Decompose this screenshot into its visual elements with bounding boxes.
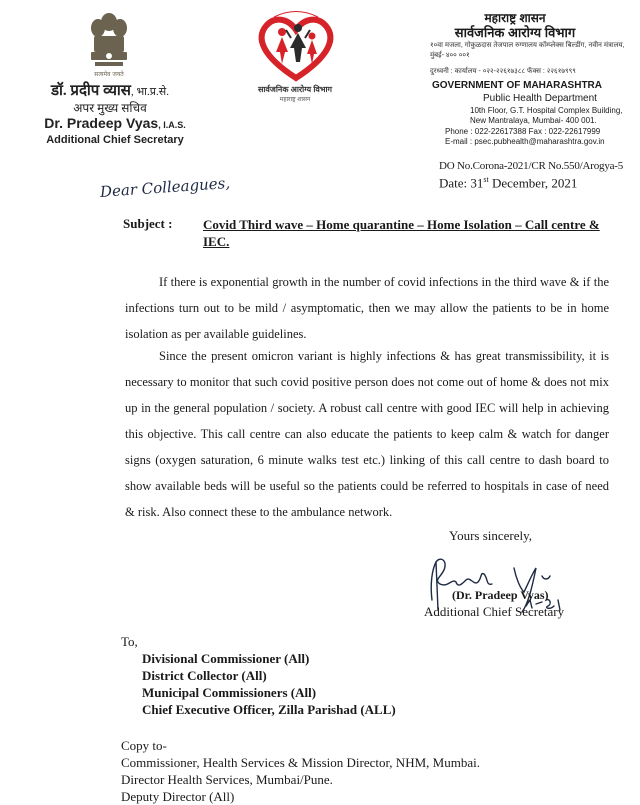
svg-text:सत्यमेव जयते: सत्यमेव जयते bbox=[94, 71, 124, 78]
government-name-hindi: महाराष्ट्र शासन bbox=[484, 11, 546, 25]
body-paragraph: Since the present omicron variant is highly infections & has great transmissibility, it is necessary to monitor that such covid positive person does not come out of home & does not mix up in the general population / society. A robust call centre with good IEC will help in achieving this objective. This call centre can also educate the patients to keep calm & watch for danger signs (oxygen saturation, 6 minute walks test etc.) linking of this call centre to dash board to show available beds will be useful so the patients could be referred to hospitals in case of need & risk. Also connect these to the ambulance network. bbox=[125, 349, 609, 519]
recipient-item: Municipal Commissioners (All) bbox=[142, 685, 317, 700]
recipient-item: Chief Executive Officer, Zilla Parishad (ALL) bbox=[142, 702, 396, 717]
valediction: Yours sincerely, bbox=[449, 528, 533, 543]
officer-name-hindi: डॉ. प्रदीप व्यास, भा.प्र.से. bbox=[51, 83, 169, 99]
officer-name-english: Dr. Pradeep Vyas, I.A.S. bbox=[44, 115, 186, 131]
email-english: E-mail : psec.pubhealth@maharashtra.gov.in bbox=[445, 137, 605, 146]
department-name-hindi: सार्वजनिक आरोग्य विभाग bbox=[454, 25, 576, 40]
recipients-label: To, bbox=[121, 634, 138, 649]
recipient-item: District Collector (All) bbox=[142, 668, 267, 683]
subject-label: Subject : bbox=[123, 216, 173, 231]
copy-to-label: Copy to- bbox=[121, 738, 167, 753]
phone-english: Phone : 022-22617388 Fax : 022-22617999 bbox=[445, 127, 601, 136]
signatory-name: (Dr. Pradeep Vyas) bbox=[452, 588, 549, 602]
signatory-title: Additional Chief Secretary bbox=[424, 604, 565, 619]
address-english bbox=[470, 106, 640, 126]
document-number: DO No.Corona-2021/CR No.550/Arogya-5 bbox=[439, 160, 624, 172]
copy-to-item: Deputy Director (All) bbox=[121, 789, 235, 804]
subject-text: Covid Third wave – Home quarantine – Home Isolation – Call centre & IEC. bbox=[203, 217, 600, 249]
officer-designation-hindi: अपर मुख्य सचिव bbox=[73, 101, 147, 115]
copy-to-item: Director Health Services, Mumbai/Pune. bbox=[121, 772, 333, 787]
phone-hindi: दुरध्वनी : कार्यालय - ०२२-२२६१७३८८ फॅक्स : २२६१७९९९ bbox=[430, 68, 576, 75]
body-paragraph: If there is exponential growth in the number of covid infections in the third wave & if the infections turn out to be mild / asymptomatic, then we may allow the patients to be in home isolation as per available guidelines. bbox=[125, 275, 609, 341]
officer-designation-english: Additional Chief Secretary bbox=[46, 134, 184, 146]
department-name-english: Public Health Department bbox=[483, 93, 597, 104]
logo-caption: सार्वजनिक आरोग्य विभाग bbox=[257, 85, 333, 94]
national-emblem-icon bbox=[86, 10, 132, 82]
address-line: 10th Floor, G.T. Hospital Complex Building, bbox=[470, 106, 623, 115]
recipient-item: Divisional Commissioner (All) bbox=[142, 651, 310, 666]
address-line: New Mantralaya, Mumbai- 400 001. bbox=[470, 116, 597, 125]
letter-date: Date: 31st December, 2021 bbox=[439, 175, 578, 191]
address-hindi: १०वा मजला, गोकुळदास तेजपाल रुग्णालय कॉम्प्लेक्स बिल्डींग, नवीन मंत्रालय, मुंबई- ४०० ००१ bbox=[430, 42, 625, 59]
public-health-department-logo-icon bbox=[252, 8, 340, 82]
handwritten-salutation: Dear Colleagues, bbox=[99, 173, 231, 201]
copy-to-item: Commissioner, Health Services & Mission Director, NHM, Mumbai. bbox=[121, 755, 480, 770]
logo-subcaption: महाराष्ट्र शासन bbox=[279, 97, 311, 103]
government-name-english: GOVERNMENT OF MAHARASHTRA bbox=[432, 80, 602, 91]
